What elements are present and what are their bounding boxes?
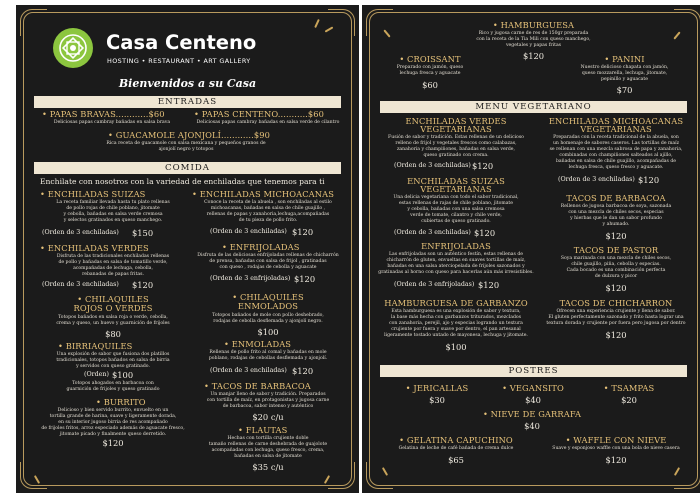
item-price: $120 — [132, 280, 154, 290]
order-note: (Orden de 3 enchiladas) — [558, 176, 635, 183]
item-title: • ENCHILADAS MICHOACANAS — [192, 189, 335, 199]
item-title: VEGETARIANAS — [420, 184, 492, 194]
item-description: y selectos gratinados en queso manchego. — [63, 218, 163, 223]
item-title: • TACOS DE BARBACOA — [204, 381, 311, 391]
section-heading-entradas: ENTRADAS — [34, 96, 341, 108]
item-price: $40 — [524, 421, 540, 431]
item-title: TACOS DE BARBACOA — [566, 193, 666, 203]
item-description: con zanahoria, perejil, ajo y especias logrando un textura — [389, 321, 523, 326]
section-heading-postres: POSTRES — [380, 365, 687, 377]
item-description: poblano, rodajas de cebollas desflemada y ajonjolí. — [208, 356, 328, 361]
item-price: $80 — [105, 329, 121, 339]
section-heading-comida: COMIDA — [34, 162, 341, 174]
item-description: y ahumado. — [602, 222, 630, 227]
item-price: $120 — [522, 51, 545, 61]
order-note: (Orden de 3 enchiladas) — [394, 229, 471, 236]
item-description: acompañadas de lechuga, cebolla, — [73, 266, 153, 271]
item-description: con queso , rodajas de cebolla y aguacate — [219, 265, 317, 270]
item-description: El gluten perfectamente sazonado y frito hasta lograr una — [548, 315, 684, 320]
item-title: • BIRRIAQUILES — [58, 341, 133, 351]
item-description: chicharrón de gluten, envueltas en suaves tortillas de maíz, — [386, 258, 526, 263]
item-title: • ENMOLADAS — [224, 339, 292, 349]
item-description: Rellenos de jugosa barbacoa de soya, sazonada — [560, 204, 672, 209]
item-price: $100 — [112, 370, 134, 380]
sparkle-decoration — [314, 19, 320, 28]
item-description: Una explosión de sabor que fusiona dos platillos — [56, 352, 170, 357]
item-description: Fusión de sabor y tradición. Estas rellenas de un delicioso — [388, 135, 524, 140]
item-description: Cada bocado es una combinación perfecta — [566, 268, 666, 273]
item-description: en su interior jugoso birria de res acompañado — [58, 420, 168, 425]
item-description: Rellenas de pollo frito al comal y bañadas en mole — [209, 350, 327, 355]
item-title: • ENCHILADAS SUIZAS — [40, 189, 146, 199]
item-description: ligeramente tostado untado de mayonesa, lechuga y jitomate. — [384, 333, 528, 338]
item-description: y cebolla, bañadas en salsa verde cremosa — [63, 212, 163, 217]
item-price: $120 — [292, 227, 314, 237]
item-price: $120 — [605, 283, 627, 293]
item-title: ENCHILADAS VERDES — [405, 116, 507, 126]
item-description: Disfruta de las deliciosas enfrijoladas rellenas de chicharrón — [197, 253, 339, 258]
item-description: rodajas de cebolla desflemada y ajonjolí negro. — [213, 319, 323, 324]
item-title: • PAPAS BRAVAS............$60 — [42, 109, 165, 119]
item-price: $120 — [474, 228, 496, 238]
item-description: Preparado con jamón, queso — [396, 65, 464, 70]
brand-tagline: HOSTING • RESTAURANT • ART GALLERY — [107, 57, 251, 65]
item-title: TACOS DE CHICHARRON — [559, 298, 673, 308]
item-description: michoacanas, bañadas en salsa de chile guajillo , — [210, 206, 326, 211]
item-description: La receta familiar llevada hasta tu plato rellenas — [56, 200, 170, 205]
item-description: Gelatina de leche de café bañada de crema dulce — [398, 446, 514, 451]
item-description: bañadas en salsa de chile guajillo, acompañadas de — [555, 159, 677, 164]
order-note: (Orden) — [84, 371, 109, 378]
order-note: (Orden de 3 enchiladas) — [42, 281, 119, 288]
item-description: estas rellenas de rajas de chile poblano, jitomate — [398, 201, 514, 206]
item-title: VEGETARIANAS — [420, 124, 492, 134]
item-description: Conoce la receta de la abuela , son enchiladas al estilo — [204, 200, 332, 205]
item-title: VEGETARIANAS — [580, 124, 652, 134]
order-note: (Orden de 3 enchiladas) — [210, 228, 287, 235]
item-price: $120 — [102, 438, 124, 448]
item-title: • PAPAS CENTENO...........$60 — [194, 109, 325, 119]
item-description: tamaño rellenas de carne deshebrada de guajolote — [208, 442, 328, 447]
item-title: ENCHILADAS SUIZAS — [407, 176, 505, 186]
item-title: • VEGANSITO — [502, 383, 564, 393]
item-description: vegetales y papas fritas — [505, 43, 562, 48]
item-description: rebanadas de papas fritas. — [82, 272, 144, 277]
item-description: y servidos con queso gratinado. — [76, 364, 150, 369]
item-description: queso gratinado con crema. — [423, 153, 489, 158]
item-description: zanahoria y champiñones, bañadas en salsa verde, — [397, 147, 515, 152]
item-price: $30 — [429, 395, 445, 405]
item-price: $70 — [616, 85, 633, 95]
item-description: con tortilla de maíz, en protagonistas y jugosa carne — [206, 398, 330, 403]
section-heading-vegetariano: MENU VEGETARIANO — [380, 101, 687, 113]
item-description: Nuestro delicioso chapata con jamón, — [580, 65, 669, 70]
logo-icon — [53, 28, 93, 68]
item-price: $120 — [472, 161, 494, 171]
item-description: chile guajillo, piña, cebolla y especias. — [571, 262, 661, 267]
order-note: (Orden de 3 enfrijoladas) — [394, 281, 475, 288]
item-description: queso mozzarella, lechuga, jitomate, — [581, 71, 668, 76]
item-description: gratinadas al horno con queso para hacerlas aún más irresistibles. — [378, 270, 534, 275]
item-description: Totopos ahogados en barbacoa con — [72, 381, 154, 386]
item-description: de dulzura y picor — [594, 274, 638, 279]
frame-corner — [366, 462, 393, 489]
item-title: • PANINI — [604, 54, 645, 64]
item-price: $120 — [605, 455, 627, 465]
item-price: $35 c/u — [252, 462, 284, 472]
item-description: de tu pieza de pollo frito. — [238, 218, 298, 223]
item-description: lechuga fresca y aguacate — [399, 71, 461, 76]
item-price: $100 — [445, 342, 467, 352]
item-description: de pollo rojas de chile poblano, jitomate — [66, 206, 160, 211]
item-description: guarnición de frijoles y queso gratinado — [66, 387, 160, 392]
item-description: Deliciosas papas cambray bañadas en salsa brava — [53, 120, 171, 125]
item-title: • CHILAQUILES — [232, 292, 304, 302]
item-description: Soya marinada con una mezcla de chiles secos, — [560, 256, 672, 261]
welcome-heading: Bienvenidos a su Casa — [118, 77, 257, 90]
item-title: • GELATINA CAPUCHINO — [399, 435, 513, 445]
item-description: cubiertas de queso gratinado. — [421, 219, 491, 224]
item-title: • NIEVE DE GARRAFA — [482, 409, 582, 419]
item-price: $120 — [638, 175, 660, 185]
item-title: ROJOS O VERDES — [73, 303, 153, 313]
item-price: $120 — [478, 280, 500, 290]
item-description: pepinillo y aguacate — [601, 77, 648, 82]
item-price: $60 — [422, 80, 438, 90]
item-description: jitomate picado y finalmente queso derretido. — [59, 432, 167, 437]
order-note: (Orden de 3 enchiladas) — [394, 162, 471, 169]
item-price: $150 — [132, 228, 154, 238]
item-description: Suave y esponjoso waffle con una bola de nieve casera — [552, 446, 680, 451]
item-title: ENFRIJOLADAS — [421, 241, 491, 251]
item-description: Totopos bañados en salsa roja o verde, cebolla, — [58, 315, 168, 320]
item-description: de frijoles fritos, arroz especiado además de aguacate fresco, — [41, 426, 185, 431]
item-description: bañadas en salsa de jitomate — [234, 454, 302, 459]
item-description: Delicioso y bien servido burrito, envuelto en un — [57, 408, 169, 413]
item-description: Un manjar lleno de sabor y tradición. Preparados — [210, 392, 326, 397]
item-description: ajonjolí negro y totopos — [158, 147, 214, 152]
item-description: de prensa, bañadas con salsa de frijol , gratinadas — [209, 259, 327, 264]
item-description: lechuga fresca, queso fresco y aguacate. — [568, 165, 664, 170]
order-note: (Orden de 3 enchiladas) — [42, 229, 119, 236]
item-price: $20 c/u — [252, 412, 284, 422]
item-title: • ENCHILADAS VERDES — [40, 243, 149, 253]
frame-corner — [20, 9, 47, 36]
item-description: verde de tomate, cilantro y chile verde, — [410, 213, 502, 218]
item-price: $120 — [294, 274, 316, 284]
item-description: acompañadas con lechuga, queso fresco, crema, — [211, 448, 325, 453]
item-description: tortilla grande de harina, suave y ligeramente dorada, — [49, 414, 177, 419]
item-title: • CHILAQUILES — [77, 294, 149, 304]
item-title: • HAMBURGUESA — [492, 20, 575, 30]
item-title: ENCHILADAS MICHOACANAS — [548, 116, 684, 126]
section-intro: Enchilate con nosotros con la variedad de enchiladas que tenemos para ti — [40, 177, 325, 186]
item-description: Rico y jugosa carne de res de 150gr preparada — [478, 31, 589, 36]
item-title: • TSAMPAS — [603, 383, 655, 393]
item-price: $40 — [525, 395, 541, 405]
celtic-knot-icon — [53, 28, 93, 68]
item-description: con la receta de la Tia Mili con queso manchego, — [476, 37, 591, 42]
menu-panel-right — [362, 5, 700, 493]
item-title: • JERICALLAS — [405, 383, 469, 393]
item-description: de pollo y bañadas en salsa de tomatillo verde, — [58, 260, 168, 265]
item-description: y hierbas que le dan un sabor profundo — [570, 216, 662, 221]
item-description: Una delicia vegetariana con todo el sabor tradicional, — [393, 195, 519, 200]
item-description: se rellenan con una mezcla sabrosa de papa y zanahoria, — [549, 147, 683, 152]
item-description: la base más hecha con garbanzos triturados, mezclados — [390, 315, 522, 320]
item-title: • BURRITO — [96, 397, 146, 407]
item-title: • GUACAMOLE AJONJOLÍ............$90 — [108, 130, 271, 140]
item-description: Rica receta de guacamole con salsa mexicana y pequeños granos de — [106, 141, 266, 146]
item-description: un homenaje de sabores caseros. Las tortillas de maíz — [552, 141, 680, 146]
item-description: rellenas de papas y zanahoria,lechuga,acompañadas — [206, 212, 330, 217]
item-description: Hechas con tortilla crujiente doble — [227, 436, 309, 441]
brand-name: Casa Centeno — [106, 31, 257, 54]
item-title: • WAFFLE CON NIEVE — [565, 435, 667, 445]
item-description: y cebolla, bañadas con una salsa cremosa — [407, 207, 505, 212]
item-price: $100 — [257, 327, 279, 337]
item-description: tradicionales, totopos bañados en salsa de birria — [56, 358, 170, 363]
item-price: $120 — [292, 366, 314, 376]
item-description: textura dorada y crujiente por fuera pero jugosa por dentro — [546, 321, 686, 326]
item-price: $20 — [621, 395, 637, 405]
item-description: Esta hamburguesa es una explosión de sabor y textura, — [391, 309, 521, 314]
frame-corner — [328, 9, 355, 36]
item-price: $120 — [605, 231, 627, 241]
item-description: Disfruta de las tradicionales enchiladas rellenas — [56, 254, 170, 259]
item-title: • FLAUTAS — [238, 425, 288, 435]
item-title: • CROISSANT — [399, 54, 461, 64]
item-description: Totopos bañados de mole con pollo deshebrado, — [212, 313, 324, 318]
frame-corner — [366, 9, 393, 36]
item-title: TACOS DE PASTOR — [573, 245, 659, 255]
item-description: Deliciosas papas cambray bañadas en salsa verde de cilantro — [196, 120, 340, 125]
item-description: combinadas con champiñones salteados al ajillo, — [559, 153, 673, 158]
item-title: ENMOLADOS — [237, 301, 299, 311]
item-price: $65 — [448, 455, 464, 465]
item-description: Ofrecen una experiencia crujiente y llena de sabor. — [556, 309, 676, 314]
item-description: Preparadas con la receta tradicional de la abuela, son — [553, 135, 679, 140]
item-price: $120 — [605, 330, 627, 340]
item-description: Las enfrijoladas son un auténtico festín, estas rellenas de — [389, 252, 523, 257]
item-description: bañadas en una salsa aterciopelada de frijoles sazonados y — [387, 264, 525, 269]
order-note: (Orden de 3 enchiladas) — [210, 367, 287, 374]
item-title: • ENFRIJOLADAS — [222, 242, 300, 252]
item-description: crema y queso, un huevo y guarnición de frijoles — [56, 321, 170, 326]
item-description: relleno de frijol y vegetales frescos como calabazas, — [395, 141, 517, 146]
menu-panel-left — [16, 5, 359, 493]
item-title: HAMBURGUESA DE GARBANZO — [384, 298, 528, 308]
item-description: crujiente por fuera y suave por dentro, el pan artesanal — [391, 327, 521, 332]
item-description: de barbacoa, sabor intenso y auténtico — [222, 404, 314, 409]
order-note: (Orden de 3 enfrijoladas) — [210, 275, 291, 282]
item-description: con una mezcla de chiles secos, especias — [568, 210, 664, 215]
